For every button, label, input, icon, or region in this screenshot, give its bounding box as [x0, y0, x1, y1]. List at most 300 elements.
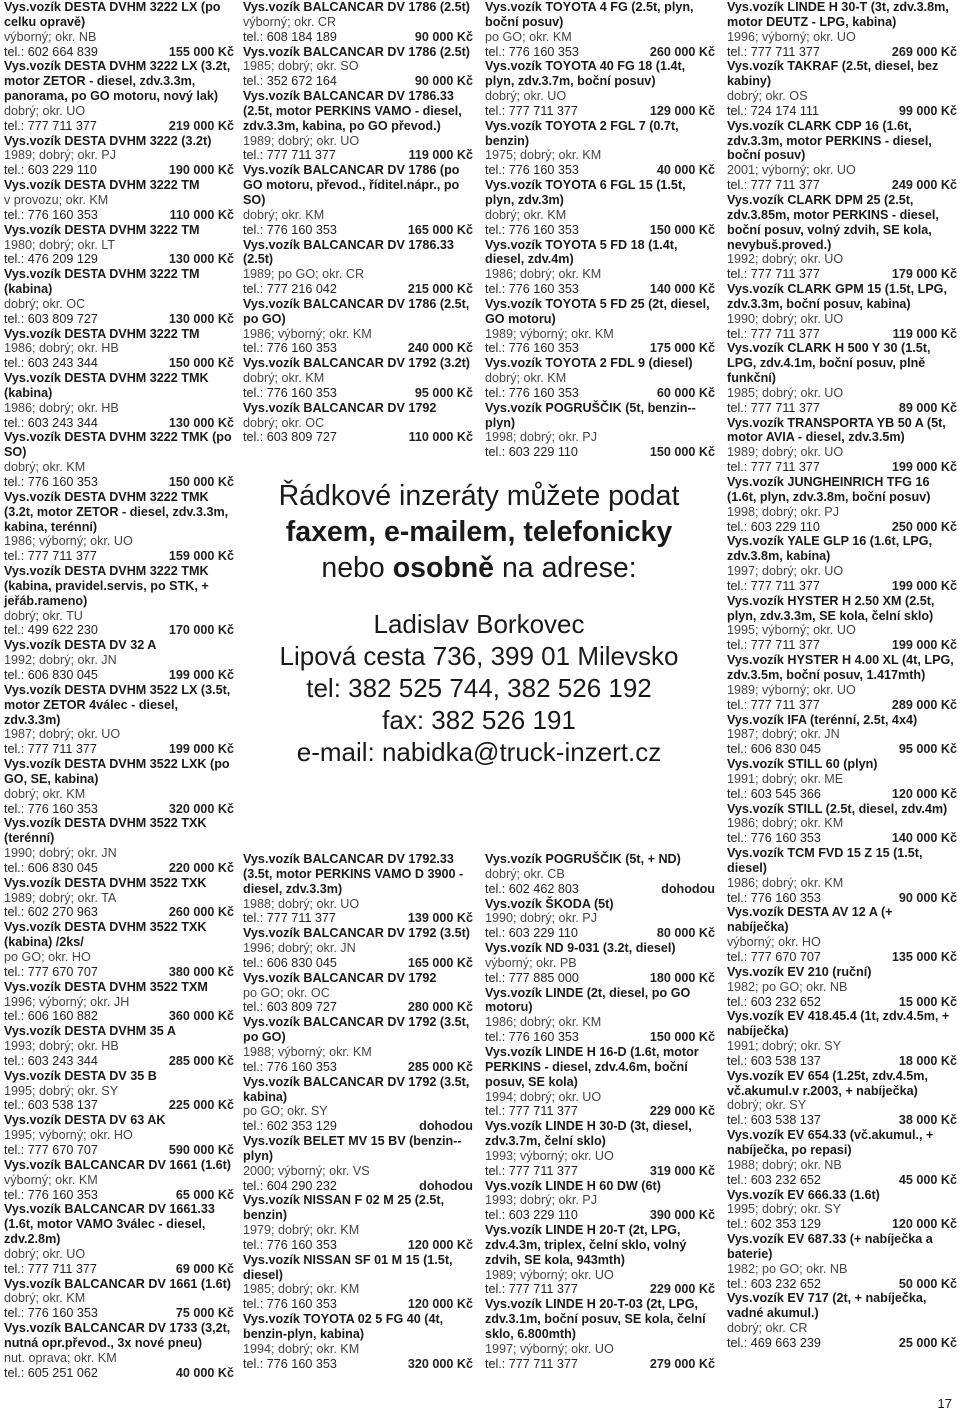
ad-title: Vys.vozík LINDE H 30-D (3t, diesel, zdv.3.7m, čelní sklo)	[485, 1119, 692, 1149]
ad-phone: tel.: 776 160 353	[4, 801, 98, 816]
ad-phone: tel.: 608 184 189	[243, 29, 337, 44]
ad-entry	[727, 1291, 957, 1350]
ad-phone: tel.: 603 538 137	[727, 1113, 821, 1128]
ad-phone: tel.: 776 160 353	[485, 222, 579, 237]
ad-price: 45 000 Kč	[898, 1172, 957, 1187]
ad-price: 139 000 Kč	[407, 911, 473, 926]
ad-entry	[4, 1158, 234, 1203]
ad-title: Vys.vozík DESTA AV 12 A (+ nabíječka)	[727, 905, 893, 935]
ad-meta: 1989; dobrý; okr. TA	[4, 890, 117, 905]
ad-price: 119 000 Kč	[892, 326, 957, 341]
ad-entry	[485, 1223, 715, 1297]
ad-entry	[243, 1193, 473, 1252]
ad-phone: tel.: 603 232 652	[727, 994, 821, 1009]
ad-entry	[4, 1024, 234, 1069]
ad-entry	[243, 1015, 473, 1074]
ad-entry	[4, 638, 234, 683]
ad-title: Vys.vozík BALCANCAR DV 1733 (3,2t, nutná opr.převod., 3x nové pneu)	[4, 1321, 231, 1350]
ad-meta: 1988; výborný; okr. KM	[243, 1044, 372, 1059]
ad-phone: tel.: 352 672 164	[243, 74, 337, 89]
ad-title: Vys.vozík TOYOTA 5 FD 18 (1.4t, diesel, zdv.4m)	[485, 237, 678, 267]
ad-price: 120 000 Kč	[891, 786, 957, 801]
ad-price: 285 000 Kč	[168, 1053, 234, 1068]
ad-title: Vys.vozík DESTA DVHM 3522 TXM	[4, 979, 208, 994]
ad-phone: tel.: 606 160 882	[4, 1009, 98, 1024]
ad-title: Vys.vozík TCM FVD 15 Z 15 (1.5t, diesel)	[727, 846, 923, 875]
ad-price: 90 000 Kč	[898, 890, 957, 905]
ad-entry	[727, 282, 957, 341]
ad-price: 155 000 Kč	[168, 44, 234, 59]
ad-price: 95 000 Kč	[414, 385, 473, 400]
ad-title: Vys.vozík CLARK CDP 16 (1.6t, zdv.3.3m, motor PERKINS - diesel, boční posuv)	[727, 118, 932, 163]
ad-title: Vys.vozík TOYOTA 5 FD 25 (2t, diesel, GO motoru)	[485, 296, 710, 326]
ad-title: Vys.vozík DESTA DVHM 3522 TXK	[4, 875, 207, 890]
ad-phone: tel.: 777 711 377	[485, 1282, 578, 1297]
ad-contact	[727, 1217, 957, 1232]
ad-title: Vys.vozík BALCANCAR DV 1661 (1.6t)	[4, 1157, 231, 1172]
ad-phone: tel.: 776 160 353	[243, 222, 337, 237]
ad-meta: 1990; dobrý; okr. JN	[4, 846, 117, 861]
ad-entry	[727, 534, 957, 593]
ad-entry	[243, 401, 473, 446]
ad-title: Vys.vozík CLARK H 500 Y 30 (1.5t, LPG, zdv.4.1m, boční posuv, plně funkční)	[727, 341, 931, 386]
ad-entry	[4, 1113, 234, 1158]
ad-title: Vys.vozík TOYOTA 6 FGL 15 (1.5t, plyn, zdv.3m)	[485, 178, 686, 207]
ad-title: Vys.vozík EV 717 (2t, + nabíječka, vadné akumul.)	[727, 1291, 927, 1321]
ad-title: Vys.vozík ND 9-031 (3.2t, diesel)	[485, 941, 676, 956]
ad-phone: tel.: 602 353 129	[243, 1119, 337, 1134]
ad-contact	[485, 341, 715, 356]
ad-title: Vys.vozík TOYOTA 02 5 FG 40 (4t, benzin-plyn, kabina)	[243, 1312, 444, 1341]
ad-entry	[727, 1188, 957, 1233]
ad-title: Vys.vozík HYSTER H 2.50 XM (2.5t, plyn, zdv.3.3m, SE kola, čelní sklo)	[727, 593, 935, 623]
ad-entry	[727, 594, 957, 653]
ad-contact	[485, 1030, 715, 1045]
ad-meta: 1986; dobrý; okr. KM	[485, 267, 602, 282]
ad-entry	[4, 267, 234, 326]
ad-meta: 1986; dobrý; okr. KM	[727, 816, 844, 831]
ad-title: Vys.vozík DESTA DV 63 AK	[4, 1113, 166, 1128]
ad-meta: 1986; dobrý; okr. KM	[727, 875, 844, 890]
ad-contact	[727, 1113, 957, 1128]
ad-entry	[4, 1277, 234, 1322]
ad-phone: tel.: 777 711 377	[727, 267, 820, 282]
ad-meta: 2001; výborný; okr. UO	[727, 163, 856, 178]
ad-phone: tel.: 476 209 129	[4, 252, 98, 267]
column-3	[485, 0, 715, 460]
ad-price: 99 000 Kč	[898, 103, 957, 118]
ad-meta: dobrý; okr. UO	[4, 103, 86, 118]
ad-title: Vys.vozík DESTA DV 35 B	[4, 1068, 157, 1083]
ad-meta: po GO; okr. KM	[485, 29, 572, 44]
ad-meta: dobrý; okr. KM	[485, 207, 567, 222]
column-3-lower	[485, 852, 715, 1372]
ad-phone: tel.: 777 711 377	[727, 697, 820, 712]
ad-title: Vys.vozík EV 666.33 (1.6t)	[727, 1187, 880, 1202]
ad-contact	[727, 891, 957, 906]
ad-meta: 1989; po GO; okr. CR	[243, 267, 365, 282]
ad-meta: výborný; okr. HO	[727, 935, 821, 950]
ad-meta: 1979; dobrý; okr. KM	[243, 1223, 360, 1238]
ad-price: 150 000 Kč	[649, 222, 715, 237]
ad-title: Vys.vozík DESTA DVHM 3222 TM	[4, 222, 200, 237]
ad-entry	[4, 816, 234, 875]
ad-meta: 1994; dobrý; okr. KM	[243, 1341, 360, 1356]
ad-title: Vys.vozík POGRUŠČIK (5t, + ND)	[485, 852, 681, 866]
ad-meta: dobrý; okr. UO	[485, 89, 567, 104]
ad-title: Vys.vozík BALCANCAR DV 1661 (1.6t)	[4, 1276, 231, 1291]
ad-price: 150 000 Kč	[649, 445, 715, 460]
ad-meta: nut. oprava; okr. KM	[4, 1350, 117, 1365]
ad-price: 40 000 Kč	[656, 163, 715, 178]
ad-price: 380 000 Kč	[168, 964, 234, 979]
ad-phone: tel.: 777 711 377	[727, 400, 820, 415]
ad-entry	[4, 1202, 234, 1276]
ad-entry	[4, 980, 234, 1025]
ad-price: 390 000 Kč	[649, 1208, 715, 1223]
ad-title: Vys.vozík BALCANCAR DV 1792 (3.5t, po GO)	[243, 1015, 470, 1045]
ad-contact	[4, 1054, 234, 1069]
ad-price: 170 000 Kč	[168, 623, 234, 638]
ad-entry	[243, 1253, 473, 1312]
ad-contact	[4, 252, 234, 267]
ad-phone: tel.: 603 809 727	[243, 1000, 337, 1015]
ad-contact	[243, 956, 473, 971]
ad-entry	[485, 852, 715, 897]
ad-entry	[485, 356, 715, 401]
ad-contact	[4, 668, 234, 683]
ad-phone: tel.: 603 243 344	[4, 1053, 98, 1068]
ad-meta: 1996; výborný; okr. UO	[727, 29, 856, 44]
ad-phone: tel.: 776 160 353	[4, 1306, 98, 1321]
ad-contact	[4, 163, 234, 178]
ad-meta: výborný; okr. CR	[243, 14, 337, 29]
ad-phone: tel.: 602 270 963	[4, 905, 98, 920]
ad-contact	[727, 460, 957, 475]
ad-contact	[243, 30, 473, 45]
ad-price: 130 000 Kč	[168, 252, 234, 267]
ad-contact	[243, 1238, 473, 1253]
ad-phone: tel.: 776 160 353	[485, 44, 579, 59]
ad-price: 279 000 Kč	[649, 1356, 715, 1371]
ad-meta: 1980; dobrý; okr. LT	[4, 237, 116, 252]
ad-phone: tel.: 776 160 353	[485, 282, 579, 297]
ad-meta: 1991; dobrý; okr. ME	[727, 771, 844, 786]
ad-price: 150 000 Kč	[168, 475, 234, 489]
ad-price: 199 000 Kč	[168, 742, 234, 757]
ad-entry	[4, 371, 234, 430]
ad-entry	[727, 0, 957, 59]
ad-title: Vys.vozík ŠKODA (5t)	[485, 896, 614, 911]
ad-phone: tel.: 777 711 377	[485, 103, 578, 118]
ad-phone: tel.: 776 160 353	[243, 1297, 337, 1312]
ad-entry	[485, 1179, 715, 1224]
ad-title: Vys.vozík DESTA DVHM 3522 TXK (kabina) /2ks/	[4, 920, 207, 950]
ad-contact	[4, 208, 234, 223]
ad-meta: 1982; po GO; okr. NB	[727, 979, 848, 994]
ad-title: Vys.vozík DESTA DVHM 35 A	[4, 1024, 176, 1039]
ad-phone: tel.: 603 809 727	[243, 430, 337, 445]
page-number: 17	[937, 1396, 952, 1411]
ad-meta: dobrý; okr. KM	[485, 371, 567, 386]
ad-meta: v provozu; okr. KM	[4, 192, 109, 207]
ad-meta: po GO; okr. SY	[243, 1104, 328, 1119]
ad-title: Vys.vozík EV 654.33 (vč.akumul., + nabíječka, po repasi)	[727, 1128, 934, 1157]
ad-contact	[243, 223, 473, 238]
ad-contact	[4, 1143, 234, 1158]
ad-entry	[4, 430, 234, 489]
ad-title: Vys.vozík LINDE (2t, diesel, po GO motoru)	[485, 985, 691, 1015]
ad-contact	[4, 965, 234, 980]
ad-contact	[727, 327, 957, 342]
ad-phone: tel.: 603 232 652	[727, 1276, 821, 1291]
ad-meta: 1994; dobrý; okr. UO	[485, 1089, 602, 1104]
ad-entry	[4, 920, 234, 979]
ad-title: Vys.vozík TRANSPORTA YB 50 A (5t, motor AVIA - diesel, zdv.3.5m)	[727, 415, 946, 445]
ad-meta: 1986; výborný; okr. UO	[4, 534, 133, 549]
ad-entry	[727, 193, 957, 282]
ad-price: 269 000 Kč	[891, 44, 957, 59]
ad-phone: tel.: 777 216 042	[243, 282, 337, 297]
ad-contact	[4, 549, 234, 564]
ad-title: Vys.vozík DESTA DVHM 3222 LX (3.2t, motor ZETOR - diesel, zdv.3.3m, panorama, po GO motoru, nový lak)	[4, 59, 231, 104]
ad-contact	[485, 1282, 715, 1297]
ad-meta: dobrý; okr. KM	[243, 207, 325, 222]
ad-meta: dobrý; okr. UO	[4, 1246, 86, 1261]
ad-entry	[485, 178, 715, 237]
ad-entry	[243, 0, 473, 45]
ad-phone: tel.: 602 353 129	[727, 1217, 821, 1232]
ad-contact	[727, 638, 957, 653]
ad-meta: 1975; dobrý; okr. KM	[485, 148, 602, 163]
ad-contact	[4, 45, 234, 60]
ad-meta: dobrý; okr. KM	[4, 786, 86, 801]
ad-entry	[4, 327, 234, 372]
ad-title: Vys.vozík LINDE H 20-T-03 (2t, LPG, zdv.3.1m, boční posuv, SE kola, čelní sklo, 6.800mth)	[485, 1297, 706, 1341]
ad-meta: 1986; výborný; okr. KM	[243, 326, 372, 341]
ad-price: 120 000 Kč	[407, 1297, 473, 1312]
ad-price: 260 000 Kč	[168, 905, 234, 920]
ad-meta: 1996; dobrý; okr. JN	[243, 941, 356, 956]
promo-name: Ladislav Borkovec	[373, 609, 585, 639]
ad-meta: 1987; dobrý; okr. JN	[727, 727, 840, 742]
ad-meta: dobrý; okr. OS	[727, 89, 808, 104]
ad-price: 135 000 Kč	[891, 950, 957, 964]
ad-entry	[4, 178, 234, 223]
ad-title: Vys.vozík DESTA DVHM 3222 TM	[4, 326, 200, 341]
ad-price: 50 000 Kč	[898, 1276, 957, 1291]
ad-meta: 1993; výborný; okr. UO	[485, 1148, 614, 1163]
ad-meta: výborný; okr. NB	[4, 29, 97, 44]
ad-price: 360 000 Kč	[168, 1009, 234, 1024]
ad-entry	[727, 1009, 957, 1068]
ad-price: 159 000 Kč	[168, 549, 234, 564]
ad-meta: 1990; dobrý; okr. UO	[727, 311, 844, 326]
ad-title: Vys.vozík BALCANCAR DV 1661.33 (1.6t, motor VAMO 3válec - diesel, zdv.2.8m)	[4, 1202, 215, 1247]
ad-contact	[727, 45, 957, 60]
ad-price: 285 000 Kč	[407, 1059, 473, 1074]
ad-contact	[485, 445, 715, 460]
ad-title: Vys.vozík LINDE H 20-T (2t, LPG, zdv.4.3m, triplex, čelní sklo, volný zdvih, SE kola, 943mth)	[485, 1223, 687, 1267]
ad-contact	[727, 1277, 957, 1292]
ad-phone: tel.: 777 711 377	[727, 638, 820, 653]
ad-phone: tel.: 606 830 045	[727, 742, 821, 757]
ad-price: 89 000 Kč	[898, 400, 957, 415]
ad-entry	[485, 1297, 715, 1371]
ad-meta: 1989; výborný; okr. UO	[727, 682, 856, 697]
ad-entry	[243, 163, 473, 237]
ad-price: 15 000 Kč	[898, 994, 957, 1009]
ad-entry	[4, 134, 234, 179]
ad-meta: 1986; dobrý; okr. HB	[4, 341, 119, 356]
ad-phone: tel.: 777 711 377	[243, 148, 336, 163]
ad-price: 110 000 Kč	[169, 207, 234, 222]
ad-entry	[243, 297, 473, 356]
ad-title: Vys.vozík BALCANCAR DV 1792 (3.2t)	[243, 356, 470, 371]
ad-entry	[485, 119, 715, 178]
ad-phone: tel.: 777 670 707	[4, 964, 98, 979]
ad-price: 165 000 Kč	[407, 955, 473, 970]
ad-phone: tel.: 777 711 377	[4, 1261, 97, 1276]
ad-title: Vys.vozík JUNGHEINRICH TFG 16 (1.6t, plyn, zdv.3.8m, boční posuv)	[727, 475, 931, 504]
ad-title: Vys.vozík YALE GLP 16 (1.6t, LPG, zdv.3.8m, kabina)	[727, 534, 933, 564]
ad-meta: 1997; dobrý; okr. UO	[727, 564, 844, 579]
ad-entry	[727, 653, 957, 712]
ad-entry	[243, 45, 473, 90]
ad-entry	[4, 564, 234, 638]
ad-contact	[243, 386, 473, 401]
ad-title: Vys.vozík BALCANCAR DV 1792	[243, 400, 437, 415]
ad-phone: tel.: 603 545 366	[727, 786, 821, 801]
ad-price: 65 000 Kč	[175, 1187, 234, 1202]
ad-price: 25 000 Kč	[898, 1335, 957, 1350]
ad-title: Vys.vozík POGRUŠČIK (5t, benzin--plyn)	[485, 400, 696, 430]
ad-meta: dobrý; okr. KM	[4, 1291, 86, 1306]
ad-contact	[4, 623, 234, 638]
ad-meta: po GO; okr. OC	[243, 985, 330, 1000]
ad-price: 249 000 Kč	[891, 178, 957, 193]
ad-phone: tel.: 777 711 377	[727, 326, 820, 341]
ad-price: 129 000 Kč	[649, 103, 715, 118]
ad-contact	[727, 995, 957, 1010]
ad-meta: 1996; výborný; okr. JH	[4, 994, 130, 1009]
ad-entry	[485, 238, 715, 297]
ad-title: Vys.vozík DESTA DVHM 3222 TM (kabina)	[4, 267, 200, 297]
ad-price: 18 000 Kč	[898, 1053, 957, 1068]
ad-entry	[727, 475, 957, 534]
ad-entry	[485, 59, 715, 118]
ad-meta: 1989; výborný; okr. UO	[485, 1267, 614, 1282]
ad-phone: tel.: 603 229 110	[4, 163, 97, 178]
ad-phone: tel.: 777 711 377	[4, 549, 97, 564]
ad-meta: dobrý; okr. KM	[4, 460, 86, 475]
ad-title: Vys.vozík STILL (2.5t, diesel, zdv.4m)	[727, 801, 948, 816]
ad-title: Vys.vozík DESTA DVHM 3222 TMK (kabina)	[4, 371, 209, 400]
ad-contact	[485, 971, 715, 986]
ad-contact	[485, 926, 715, 941]
ad-entry	[485, 0, 715, 59]
ad-contact	[485, 1208, 715, 1223]
ad-title: Vys.vozík BALCANCAR DV 1792	[243, 970, 437, 985]
promo-line-2: faxem, e-mailem, telefonicky	[285, 516, 673, 548]
ad-phone: tel.: 776 160 353	[243, 1237, 337, 1252]
ad-title: Vys.vozík TAKRAF (2.5t, diesel, bez kabiny)	[727, 59, 939, 89]
ad-entry	[485, 1045, 715, 1119]
ad-phone: tel.: 605 251 062	[4, 1365, 98, 1380]
ad-entry	[4, 0, 234, 59]
column-2-lower	[243, 852, 473, 1372]
ad-meta: 1995; výborný; okr. UO	[727, 623, 856, 638]
ad-price: 199 000 Kč	[168, 667, 234, 682]
ad-contact	[485, 104, 715, 119]
ad-contact	[727, 1336, 957, 1351]
ad-price: 165 000 Kč	[407, 222, 473, 237]
ad-phone: tel.: 777 711 377	[485, 1356, 578, 1371]
ad-meta: 1989; výborný; okr. KM	[485, 326, 614, 341]
ad-phone: tel.: 776 160 353	[727, 890, 821, 905]
ad-entry	[727, 341, 957, 415]
ad-entry	[4, 876, 234, 921]
ad-phone: tel.: 777 711 377	[727, 460, 820, 475]
ad-phone: tel.: 603 229 110	[485, 445, 578, 460]
ad-contact	[4, 1009, 234, 1024]
ad-phone: tel.: 776 160 353	[243, 341, 337, 356]
promo-email[interactable]: e-mail: nabidka@truck-inzert.cz	[296, 737, 662, 767]
ad-contact	[485, 223, 715, 238]
ad-contact	[485, 882, 715, 897]
promo-box	[243, 478, 715, 834]
ad-price: 150 000 Kč	[649, 1030, 715, 1045]
ad-phone: tel.: 776 160 353	[243, 1356, 337, 1371]
ad-contact	[485, 1164, 715, 1179]
ad-contact	[243, 1179, 473, 1194]
ad-entry	[727, 1232, 957, 1291]
ad-phone: tel.: 777 711 377	[727, 578, 820, 593]
ad-contact	[243, 1297, 473, 1312]
ad-entry	[4, 683, 234, 757]
column-4	[727, 0, 957, 1351]
ad-phone: tel.: 606 830 045	[4, 860, 98, 875]
ad-contact	[727, 401, 957, 416]
ad-entry	[727, 713, 957, 758]
ad-phone: tel.: 603 229 110	[727, 519, 820, 534]
ad-entry	[727, 802, 957, 847]
ad-phone: tel.: 776 160 353	[485, 341, 579, 356]
ad-meta: výborný; okr. PB	[485, 955, 577, 970]
ad-entry	[727, 416, 957, 475]
ad-title: Vys.vozík DESTA DVHM 3522 LX (3.5t, motor ZETOR 4válec - diesel, zdv.3.3m)	[4, 682, 231, 727]
ad-title: Vys.vozík TOYOTA 4 FG (2.5t, plyn, boční posuv)	[485, 0, 694, 29]
ad-price: 179 000 Kč	[891, 267, 957, 282]
ad-entry	[727, 965, 957, 1010]
ad-contact	[4, 416, 234, 431]
ad-meta: 1990; dobrý; okr. PJ	[485, 911, 598, 926]
ad-meta: 1997; výborný; okr. UO	[485, 1341, 614, 1356]
ad-price: 199 000 Kč	[891, 460, 957, 475]
ad-entry	[243, 1312, 473, 1371]
ad-title: Vys.vozík DESTA DV 32 A	[4, 638, 157, 653]
ad-meta: dobrý; okr. CB	[485, 866, 565, 881]
ad-title: Vys.vozík BALCANCAR DV 1786.33 (2.5t)	[243, 237, 454, 267]
ad-entry	[485, 897, 715, 942]
ad-entry	[485, 1119, 715, 1178]
ad-meta: 1995; dobrý; okr. SY	[4, 1083, 119, 1098]
ad-price: 180 000 Kč	[649, 970, 715, 985]
ad-title: Vys.vozík NISSAN SF 01 M 15 (1.5t, diesel)	[243, 1252, 453, 1282]
ad-phone: tel.: 606 830 045	[4, 667, 98, 682]
ad-meta: 1985; dobrý; okr. KM	[243, 1282, 360, 1297]
promo-street: Lipová cesta 736, 399 01 Milevsko	[279, 641, 679, 671]
